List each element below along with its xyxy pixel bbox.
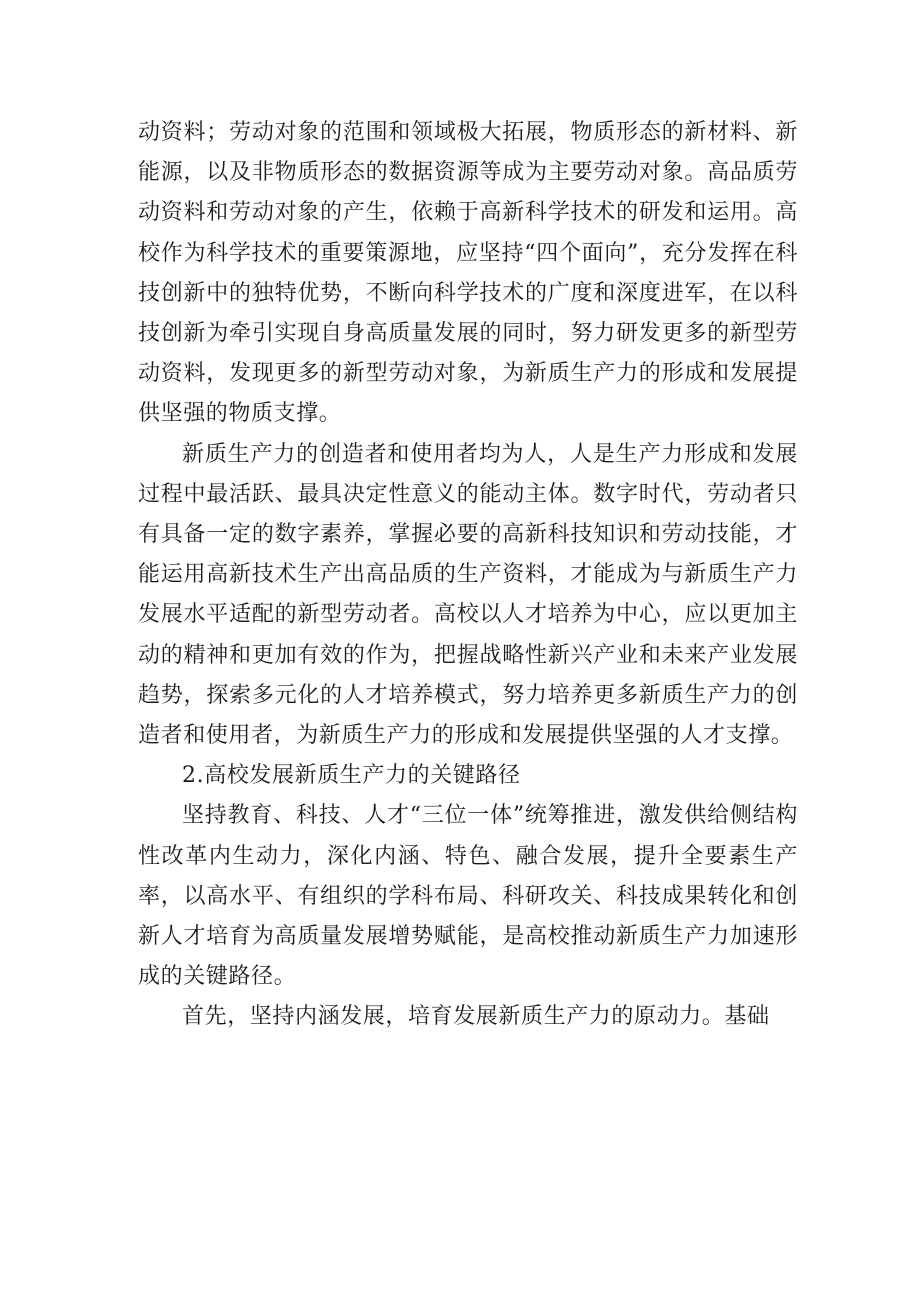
paragraph-creators-users: 新质生产力的创造者和使用者均为人，人是生产力形成和发展过程中最活跃、最具决定性意义的能动主体。数字时代，劳动者只有具备一定的数字素养，掌握必要的高新科技知识和劳动技能，才能运用高新技术生产出高品质的生产资料，才能成为与新质生产力发展水平适配的新型劳动者。高校以人才培养为中心，应以更加主动的精神和更加有效的作为，把握战略性新兴产业和未来产业发展趋势，探索多元化的人才培养模式，努力培养更多新质生产力的创造者和使用者，为新质生产力的形成和发展提供坚强的人才支撑。 (138, 441, 798, 749)
body-text (138, 113, 798, 1038)
section-heading: 2.高校发展新质生产力的关键路径 (182, 763, 521, 789)
paragraph-key-path: 坚持教育、科技、人才“三位一体”统筹推进，激发供给侧结构性改革内生动力，深化内涵、特色、融合发展，提升全要素生产率，以高水平、有组织的学科布局、科研攻关、科技成果转化和创新人才培育为高质量发展增势赋能，是高校推动新质生产力加速形成的关键路径。 (138, 803, 798, 990)
paragraph-first-point: 首先，坚持内涵发展，培育发展新质生产力的原动力。基础 (182, 1004, 770, 1030)
paragraph-continuation: 动资料；劳动对象的范围和领域极大拓展，物质形态的新材料、新能源，以及非物质形态的数据资源等成为主要劳动对象。高品质劳动资料和劳动对象的产生，依赖于高新科学技术的研发和运用。高校作为科学技术的重要策源地，应坚持“四个面向”，充分发挥在科技创新中的独特优势，不断向科学技术的广度和深度进军，在以科技创新为牵引实现自身高质量发展的同时，努力研发更多的新型劳动资料，发现更多的新型劳动对象，为新质生产力的形成和发展提供坚强的物质支撑。 (138, 120, 798, 427)
